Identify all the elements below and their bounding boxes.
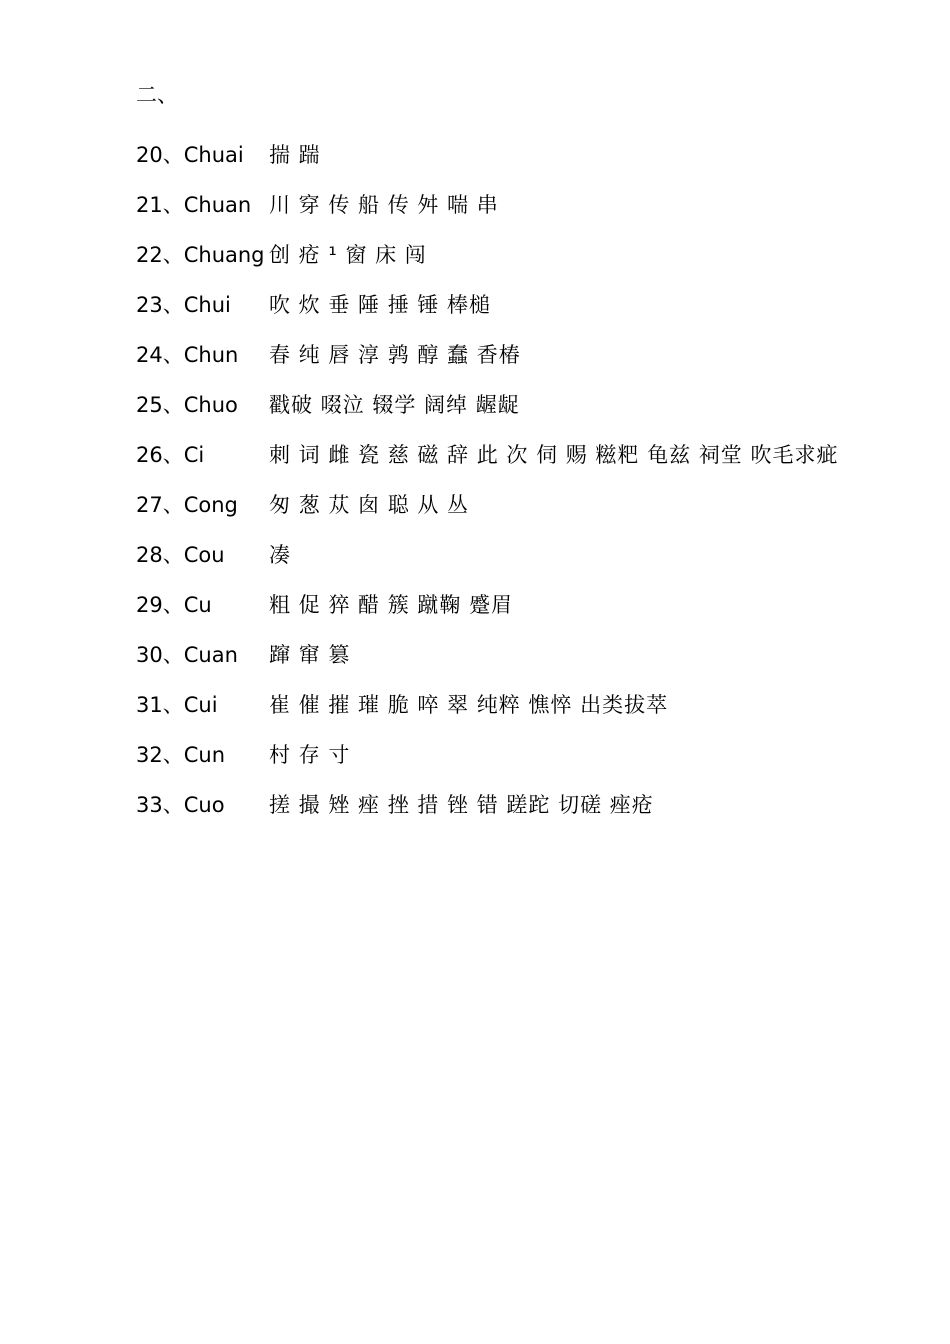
character-group: 吹 炊 垂 陲 捶 锤 棒槌 (269, 293, 492, 317)
list-item (136, 630, 856, 680)
list-item (136, 280, 856, 330)
pinyin-label: 23、Chui (136, 293, 231, 317)
pinyin-label: 29、Cu (136, 593, 212, 617)
character-group: 蹿 窜 篡 (269, 643, 351, 667)
pinyin-label: 24、Chun (136, 343, 239, 367)
list-item (136, 580, 856, 630)
character-group: 刺 词 雌 瓷 慈 磁 辞 此 次 伺 赐 糍粑 龟兹 祠堂 吹毛求疵 (269, 443, 839, 467)
character-group: 创 疮 ¹ 窗 床 闯 (269, 243, 427, 267)
character-group: 搓 撮 矬 痤 挫 措 锉 错 蹉跎 切磋 痤疮 (269, 793, 654, 817)
list-item (136, 680, 856, 730)
pinyin-label: 26、Ci (136, 443, 205, 467)
character-group: 匆 葱 苁 囱 聪 从 丛 (269, 493, 470, 517)
section-heading: 二、 (136, 83, 178, 107)
list-item (136, 430, 856, 480)
character-group: 揣 踹 (269, 143, 321, 167)
character-group: 戳破 啜泣 辍学 阔绰 龌龊 (269, 393, 520, 417)
pinyin-label: 31、Cui (136, 693, 218, 717)
character-group: 粗 促 猝 醋 簇 蹴鞠 蹙眉 (269, 593, 514, 617)
character-group: 川 穿 传 船 传 舛 喘 串 (269, 193, 499, 217)
pinyin-label: 20、Chuai (136, 143, 244, 167)
list-item (136, 130, 856, 180)
character-group: 凑 (269, 543, 291, 567)
pinyin-label: 22、Chuang (136, 243, 265, 267)
pinyin-label: 28、Cou (136, 543, 225, 567)
list-item (136, 380, 856, 430)
list-item (136, 480, 856, 530)
list-item (136, 180, 856, 230)
list-item (136, 530, 856, 580)
list-item (136, 730, 856, 780)
character-group: 村 存 寸 (269, 743, 351, 767)
list-item (136, 330, 856, 380)
pinyin-label: 30、Cuan (136, 643, 238, 667)
list-item (136, 780, 856, 830)
pinyin-label: 32、Cun (136, 743, 226, 767)
pinyin-label: 33、Cuo (136, 793, 225, 817)
list-item (136, 230, 856, 280)
pinyin-label: 25、Chuo (136, 393, 238, 417)
pinyin-character-list (136, 130, 856, 830)
character-group: 崔 催 摧 璀 脆 啐 翠 纯粹 憔悴 出类拔萃 (269, 693, 669, 717)
pinyin-label: 21、Chuan (136, 193, 252, 217)
character-group: 春 纯 唇 淳 鹑 醇 蠢 香椿 (269, 343, 521, 367)
pinyin-label: 27、Cong (136, 493, 238, 517)
